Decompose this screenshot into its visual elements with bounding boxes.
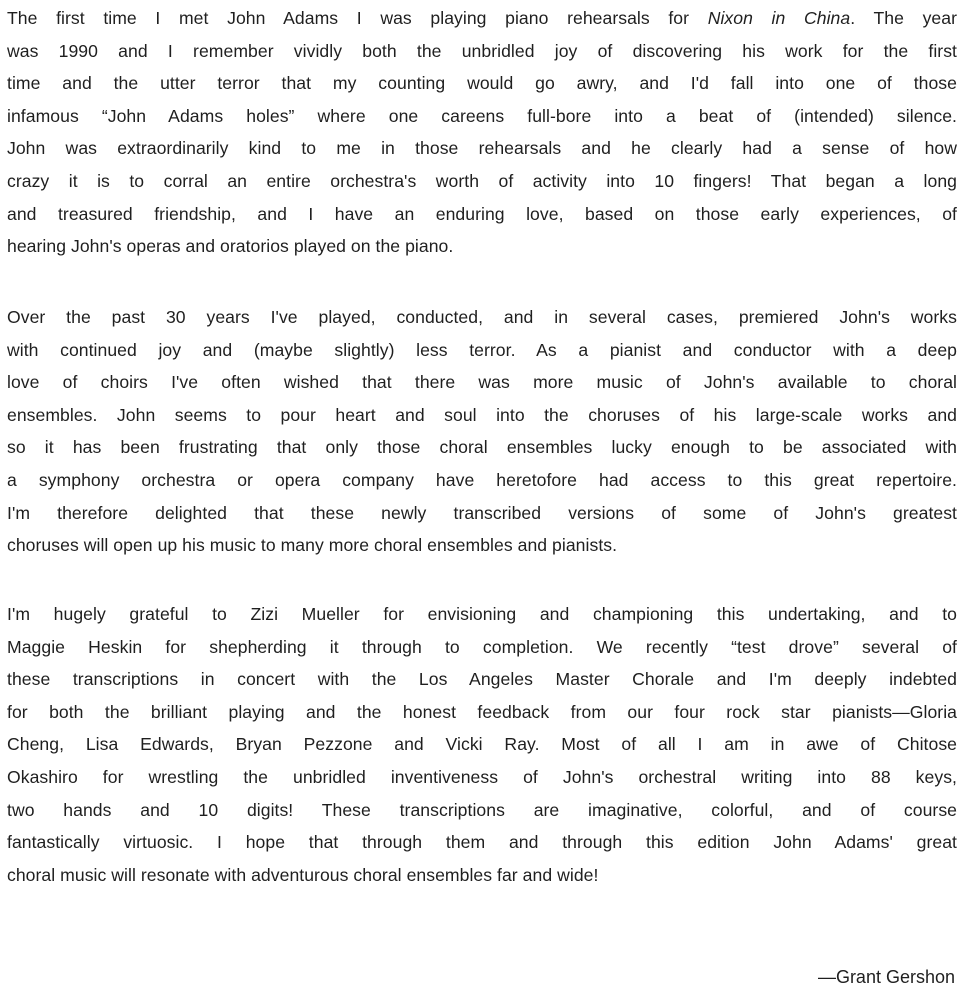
text-line: Cheng, Lisa Edwards, Bryan Pezzone and Vicki Ray. Most of all I am in awe of Chitose xyxy=(7,734,957,755)
document-page xyxy=(7,0,957,1000)
text-line: love of choirs I've often wished that there was more music of John's available to choral xyxy=(7,372,957,393)
text-line: Okashiro for wrestling the unbridled inventiveness of John's orchestral writing into 88 keys, xyxy=(7,766,957,787)
text-line: The first time I met John Adams I was playing piano rehearsals for Nixon in China. The year xyxy=(7,8,957,28)
signature: —Grant Gershon xyxy=(817,967,955,987)
text-line: and treasured friendship, and I have an enduring love, based on those early experiences, of xyxy=(7,203,957,224)
text-line: for both the brilliant playing and the honest feedback from our four rock star pianists—Gloria xyxy=(7,701,957,722)
text-line: two hands and 10 digits! These transcriptions are imaginative, colorful, and of course xyxy=(7,799,957,820)
text-line: hearing John's operas and oratorios played on the piano. xyxy=(7,236,454,257)
text-line: was 1990 and I remember vividly both the unbridled joy of discovering his work for the first xyxy=(7,40,957,61)
text-line: choral music will resonate with adventurous choral ensembles far and wide! xyxy=(7,864,599,885)
text-line: I'm hugely grateful to Zizi Mueller for envisioning and championing this undertaking, and to xyxy=(7,604,957,624)
text-line: crazy it is to corral an entire orchestra's worth of activity into 10 fingers! That began a long xyxy=(7,170,957,191)
paragraph-2 xyxy=(7,301,957,562)
text-line: time and the utter terror that my counting would go awry, and I'd fall into one of those xyxy=(7,73,957,94)
text-line: a symphony orchestra or opera company have heretofore had access to this great repertoire. xyxy=(7,469,957,490)
text-line: I'm therefore delighted that these newly transcribed versions of some of John's greatest xyxy=(7,502,957,523)
text-line: choruses will open up his music to many more choral ensembles and pianists. xyxy=(7,535,618,556)
paragraph-1 xyxy=(7,2,957,263)
text-line: Over the past 30 years I've played, conducted, and in several cases, premiered John's works xyxy=(7,307,957,327)
text-line: so it has been frustrating that only those choral ensembles lucky enough to be associated with xyxy=(7,437,957,458)
text-line: fantastically virtuosic. I hope that through them and through this edition John Adams' great xyxy=(7,832,957,853)
paragraph-3 xyxy=(7,598,957,891)
text-line: Maggie Heskin for shepherding it through to completion. We recently “test drove” several of xyxy=(7,636,957,657)
text-line: infamous “John Adams holes” where one careens full-bore into a beat of (intended) silence. xyxy=(7,105,957,126)
text-line: ensembles. John seems to pour heart and soul into the choruses of his large-scale works and xyxy=(7,404,957,425)
text-line: John was extraordinarily kind to me in those rehearsals and he clearly had a sense of how xyxy=(7,138,957,159)
opera-title: Nixon in China xyxy=(707,8,851,28)
text-line: these transcriptions in concert with the Los Angeles Master Chorale and I'm deeply indebted xyxy=(7,669,957,690)
text-line: with continued joy and (maybe slightly) less terror. As a pianist and conductor with a deep xyxy=(7,339,957,360)
